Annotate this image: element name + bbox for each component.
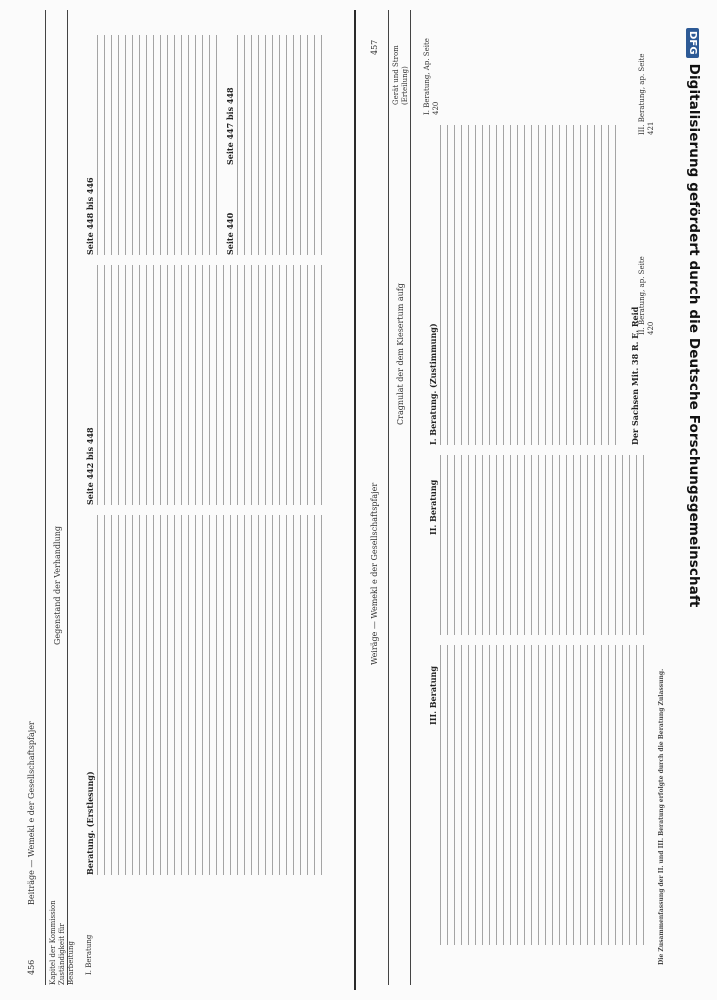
page-gutter: [354, 10, 356, 990]
dfg-banner-text: [686, 28, 702, 607]
right-section-title: Cragnulat der dem Kiesertum aufg: [396, 283, 405, 425]
dfg-logo: DFG: [686, 28, 699, 58]
dfg-caption: Digitalisierung gefördert durch die Deutsche Forschungsgemeinschaft: [686, 63, 702, 608]
right-margin-note-1: Gerät und Strom (Erteilung): [392, 45, 409, 105]
left-para-head-3: Seite 448 bis 446: [85, 177, 95, 255]
right-text-block-3: [440, 645, 650, 945]
right-text-block-1: [440, 125, 622, 445]
right-running-head: Weiräge — Wemekl e der Gesellschaftspfajer: [370, 482, 379, 665]
left-margin-note-2: I. Beratung: [85, 934, 93, 975]
right-footer: Die Zusammenfassung der II. und III. Beratung erfolgte durch die Beratung Zulassung.: [658, 668, 665, 965]
right-para-head-4: III. Beratung: [428, 666, 438, 725]
left-para-head-2: Seite 442 bis 448: [85, 427, 95, 505]
right-margin-note-3: II. Beratung, ap. Seite 420: [638, 256, 655, 335]
right-page: [368, 10, 688, 985]
dfg-banner: [688, 0, 717, 1000]
right-para-head-2: Der Sachsen Mit. 38 R. E. Reid: [630, 306, 640, 445]
right-section-rule: [410, 10, 411, 985]
right-margin-note-2: I. Beratung, Ap. Seite 420: [423, 38, 440, 115]
left-page-number: 456: [27, 959, 36, 975]
left-page: [25, 10, 340, 985]
left-head-rule: [45, 10, 46, 985]
left-para-head-4: Seite 440: [225, 212, 235, 255]
left-para-head-5: Seite 447 bis 448: [225, 87, 235, 165]
left-section-title: Gegenstand der Verhandlung: [53, 525, 62, 645]
left-section-rule: [67, 10, 68, 985]
left-para-head-1: Beratung. (Erstlesung): [85, 771, 95, 875]
left-text-block-4: [237, 35, 322, 255]
left-text-block-1: [97, 515, 322, 875]
right-margin-note-4: III. Beratung, ap. Seite 421: [638, 53, 655, 135]
left-text-block-2: [97, 265, 322, 505]
left-text-block-3: [97, 35, 217, 255]
right-para-head-1: I. Beratung. (Zustimmung): [428, 323, 438, 445]
right-head-rule: [388, 10, 389, 985]
right-para-head-3: II. Beratung: [428, 479, 438, 535]
left-margin-note-1: Kapitel der Kommission Zuständigkeit für Bearbeitung: [49, 900, 75, 985]
right-page-number: 457: [370, 39, 379, 55]
left-running-head: Beiträge — Wemekl e der Gesellschaftspfajer: [27, 721, 36, 905]
right-text-block-2: [440, 455, 650, 635]
